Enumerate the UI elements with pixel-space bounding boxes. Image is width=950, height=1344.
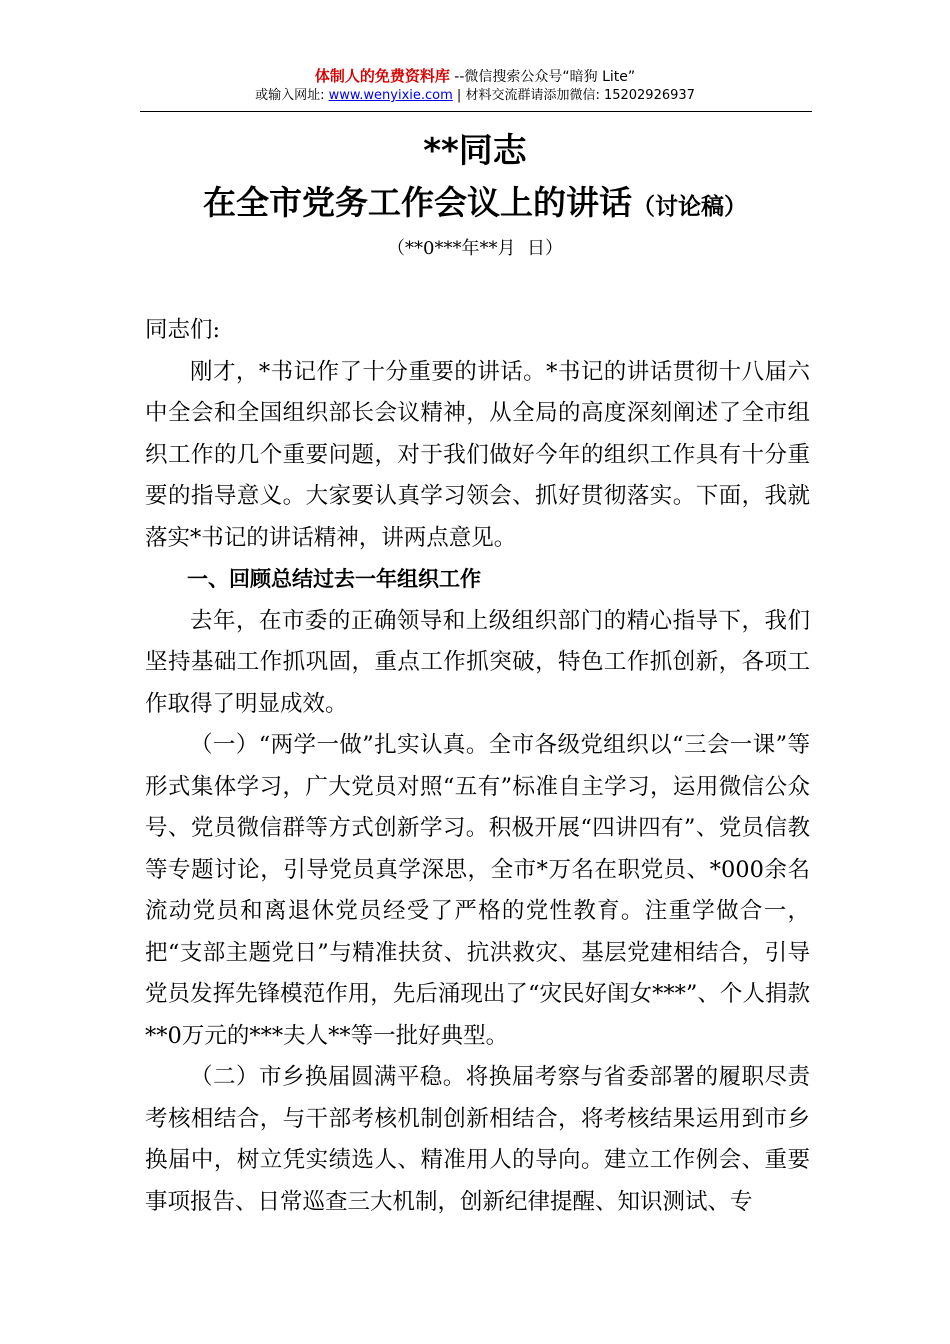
header-line-2 [0, 87, 950, 105]
header-divider [140, 111, 812, 112]
body-paragraph: 去年，在市委的正确领导和上级组织部门的精心指导下，我们坚持基础工作抓巩固，重点工作抓突破，特色工作抓创新，各项工作取得了明显成效。 [145, 607, 810, 717]
body-paragraph: 刚才，*书记作了十分重要的讲话。*书记的讲话贯彻十八届六中全会和全国组织部长会议精神，从全局的高度深刻阐述了全市组织工作的几个重要问题，对于我们做好今年的组织工作具有十分重要的指导意义。大家要认真学习领会、抓好贯彻落实。下面，我就落实*书记的讲话精神，讲两点意见。 [145, 358, 810, 551]
document-body [145, 310, 810, 1223]
body-paragraph: （一）“两学一做”扎实认真。全市各级党组织以“三会一课”等形式集体学习，广大党员对照“五有”标准自主学习，运用微信公众号、党员微信群等方式创新学习。积极开展“四讲四有”、党员信教等专题讨论，引导党员真学深思，全市*万名在职党员、*000余名流动党员和离退休党员经受了严格的党性教育。注重学做合一，把“支部主题党日”与精准扶贫、抗洪救灾、基层党建相结合，引导党员发挥先锋模范作用，先后涌现出了“灾民好闺女***”、个人捐款**0万元的***夫人**等一批好典型。 [145, 732, 810, 1049]
document-title-line-2 [0, 180, 950, 230]
body-paragraph: （二）市乡换届圆满平稳。将换届考察与省委部署的履职尽责考核相结合，与干部考核机制创新相结合，将考核结果运用到市乡换届中，树立凭实绩选人、精准用人的导向。建立工作例会、重要事项报告、日常巡查三大机制，创新纪律提醒、知识测试、专 [145, 1064, 810, 1215]
header-line-1 [0, 66, 950, 87]
header-url-prefix: 或输入网址: [255, 88, 329, 103]
header-url-suffix: | 材料交流群请添加微信: 15202926937 [452, 88, 695, 103]
header-brand: 体制人的免费资料库 [314, 67, 450, 85]
salutation: 同志们: [145, 317, 221, 343]
document-title-main: 在全市党务工作会议上的讲话 [203, 183, 632, 222]
header-url-link[interactable]: www.wenyixie.com [328, 88, 453, 103]
document-title-draft-note: （讨论稿） [632, 193, 747, 220]
header-tagline: --微信搜索公众号“暗狗 Lite” [449, 69, 636, 85]
page-header [0, 66, 950, 105]
section-heading: 一、回顾总结过去一年组织工作 [187, 567, 481, 591]
document-title-line-1: **同志 [423, 131, 527, 171]
document-date: （**0***年**月 日） [387, 238, 563, 259]
